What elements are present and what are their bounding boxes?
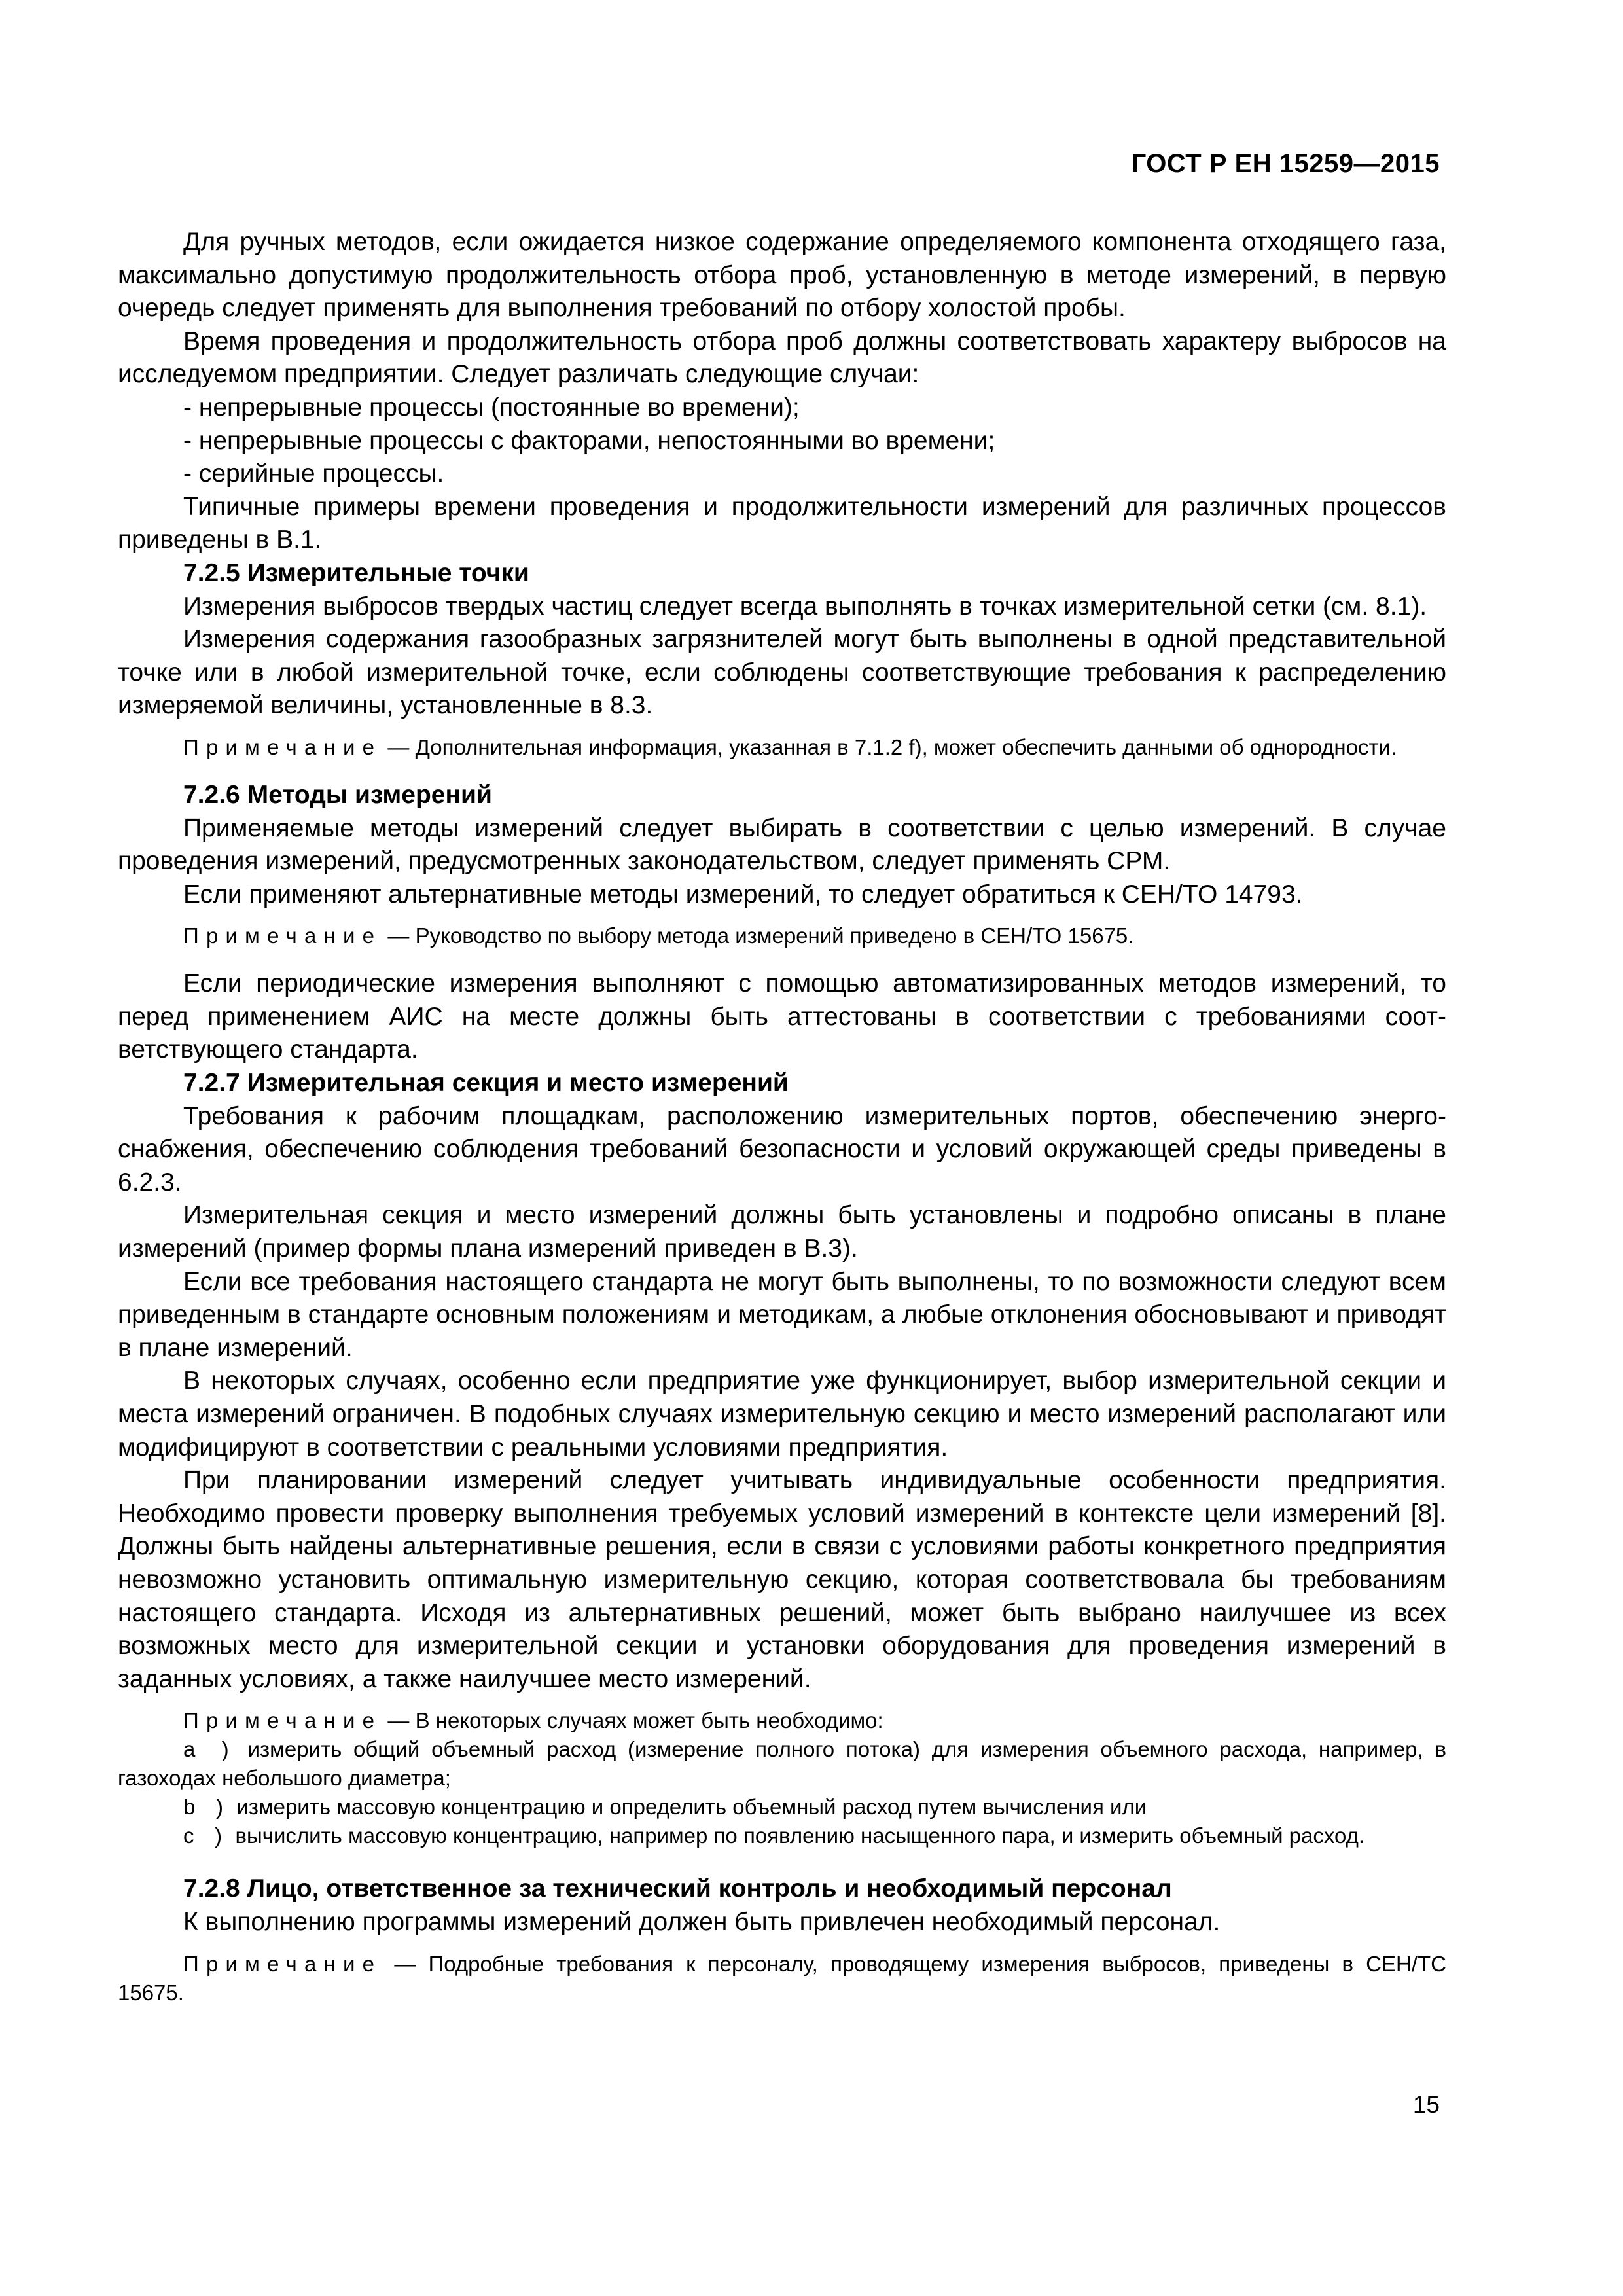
paragraph: В некоторых случаях, особенно если предприятие уже функционирует, выбор измерительной секции и места измерений ограничен. В подобных случаях измерительную секцию и место измерений располагают или модифицируют в соответствии с реальными условиями предприятия. xyxy=(118,1367,1446,1462)
page-number: 15 xyxy=(1412,2091,1440,2118)
list-item: - серийные процессы. xyxy=(183,459,444,488)
section-heading-7-2-8: 7.2.8 Лицо, ответственное за технический контроль и необходимый персонал xyxy=(183,1874,1172,1903)
paragraph: Типичные примеры времени проведения и продолжительности измерений для различных процессов приведены в В.1. xyxy=(118,492,1446,554)
note-item-marker: b ) xyxy=(183,1795,231,1820)
document-code-header: ГОСТ Р ЕН 15259—2015 xyxy=(1131,149,1440,178)
list-item: - непрерывные процессы с факторами, непостоянными во времени; xyxy=(183,426,995,455)
paragraph: При планировании измерений следует учитывать индивидуальные особенности предприятия. Необходимо провести проверку выполнения требуемых условий измерений в контексте цели измерений [8]. Должны быть найдены альтернативные решения, если в связи с условиями работы конкретного предприятия невозможно установить оптимальную измерительную секцию, которая соответствовала бы требованиям настоящего стандарта. Исходя из альтернативных решений, может быть выбрано наилучшее из всех возможных место для измерительной секции и установки оборудования для проведения измерений в заданных условиях, а также наилучшее место измерений. xyxy=(118,1466,1446,1693)
note-label: Примечание xyxy=(183,1708,382,1733)
paragraph: Для ручных методов, если ожидается низкое содержание определяемого компонента отходящего газа, максимально допустимую продолжительность отбора проб, установленную в методе измерений, в первую очередь следует применять для выполнения требований по отбору холостой пробы. xyxy=(118,228,1446,323)
paragraph: Если применяют альтернативные методы измерений, то следует обратиться к CEH/TO 14793. xyxy=(183,880,1303,908)
paragraph: Измерительная секция и место измерений должны быть установлены и подробно описаны в плане измерений (пример формы плана измерений приведен в В.3). xyxy=(118,1201,1446,1263)
note-text: В некоторых случаях может быть необходимо: xyxy=(415,1708,883,1733)
note-list-item xyxy=(118,1735,1446,1793)
note-item-text: вычислить массовую концентрацию, например по появлению насыщенного пара, и измерить объемный расход. xyxy=(235,1823,1365,1848)
note-label: Примечание xyxy=(183,924,382,948)
note-text: Дополнительная информация, указанная в 7.1.2 f), может обеспечить данными об однородности. xyxy=(415,734,1397,759)
note: Примечание — В некоторых случаях может быть необходимо: xyxy=(183,1708,883,1733)
section-heading-7-2-6: 7.2.6 Методы измерений xyxy=(183,780,492,809)
paragraph: Требования к рабочим площадкам, расположению измерительных портов, обеспечению энергоснабжения, обеспечению соблюдения требований безопасности и условий окружающей среды приведены в 6.2.3. xyxy=(118,1102,1446,1196)
note-list-item xyxy=(118,1821,1446,1850)
note: Примечание — Подробные требования к персоналу, проводящему измерения выбросов, приведены в CEH/TC 15675. xyxy=(118,1951,1446,2005)
note: Примечание — Дополнительная информация, указанная в 7.1.2 f), может обеспечить данными об однородности. xyxy=(183,734,1397,759)
note-label: Примечание xyxy=(183,734,382,759)
paragraph: Время проведения и продолжительность отбора проб должны соответствовать характеру выбросов на исследуемом предприятии. Следует различать следующие случаи: xyxy=(118,327,1446,389)
note-label: Примечание xyxy=(183,1951,382,1976)
note-item-marker: с ) xyxy=(183,1823,230,1848)
note-list-item xyxy=(118,1793,1446,1821)
paragraph: Измерения содержания газообразных загрязнителей могут быть выполнены в одной представительной точке или в любой измерительной точке, если соблюдены соответствующие требования к распределению измеряемой величины, установленные в 8.3. xyxy=(118,625,1446,720)
note-text: Руководство по выбору метода измерений приведено в CEH/TO 15675. xyxy=(415,924,1134,948)
paragraph: Применяемые методы измерений следует выбирать в соответствии с целью измерений. В случае проведения измерений, предусмотренных законодательством, следует применять СРМ. xyxy=(118,814,1446,876)
note-item-text: измерить общий объемный расход (измерение полного потока) для измерения объемного расхода, например, в газоходах небольшого диаметра; xyxy=(118,1737,1447,1791)
paragraph: Если все требования настоящего стандарта не могут быть выполнены, то по возможности следуют всем приведенным в стандарте основным положениям и методикам, а любые отклонения обосновывают и приводят в плане измерений. xyxy=(118,1267,1446,1362)
section-heading-7-2-7: 7.2.7 Измерительная секция и место измерений xyxy=(183,1069,789,1098)
document-body xyxy=(118,226,1446,2007)
section-heading-7-2-5: 7.2.5 Измерительные точки xyxy=(183,558,529,587)
paragraph: Измерения выбросов твердых частиц следует всегда выполнять в точках измерительной сетки (см. 8.1). xyxy=(183,592,1427,620)
paragraph: Если периодические измерения выполняют с помощью автоматизированных методов измерений, то перед применением АИС на месте должны быть аттестованы в соответствии с требованиями соответствующего стандарта. xyxy=(118,969,1446,1064)
note-item-marker: а ) xyxy=(183,1737,236,1762)
note: Примечание — Руководство по выбору метода измерений приведено в CEH/TO 15675. xyxy=(183,924,1134,948)
note-item-text: измерить массовую концентрацию и определить объемный расход путем вычисления или xyxy=(236,1795,1147,1820)
note-text: Подробные требования к персоналу, проводящему измерения выбросов, приведены в CEH/TC 15675. xyxy=(118,1951,1446,2005)
list-item: - непрерывные процессы (постоянные во времени); xyxy=(183,393,800,422)
paragraph: К выполнению программы измерений должен быть привлечен необходимый персонал. xyxy=(183,1907,1221,1936)
